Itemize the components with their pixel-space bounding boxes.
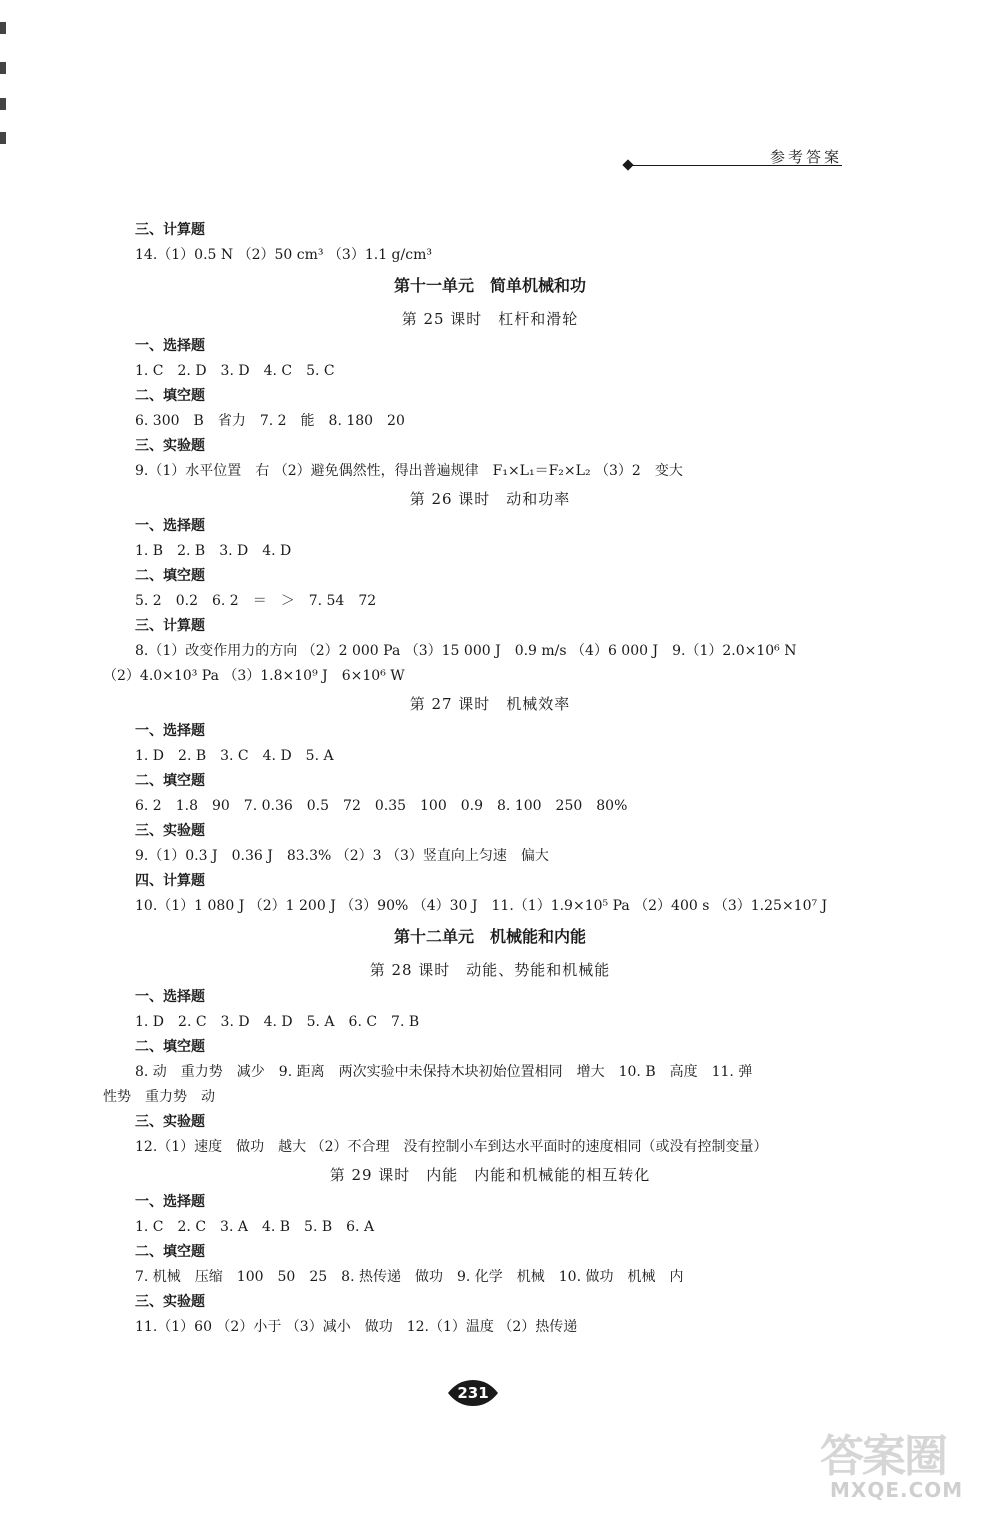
unit-title: 第十二单元 机械能和内能 — [393, 927, 586, 946]
section-heading: 一、选择题 — [135, 723, 205, 739]
answer-line: 1. C 2. C 3. A 4. B 5. B 6. A — [135, 1219, 375, 1235]
answer-line: 8. 动 重力势 减少 9. 距离 两次实验中未保持木块初始位置相同 增大 10. B 高度 11. 弹 — [135, 1064, 753, 1080]
answer-line: 1. D 2. B 3. C 4. D 5. A — [135, 748, 334, 764]
watermark-logo — [820, 1420, 990, 1510]
answer-line: 9.（1）0.3 J 0.36 J 83.3% （2）3 （3）竖直向上匀速 偏大 — [135, 848, 549, 864]
lesson-title: 第 28 课时 动能、势能和机械能 — [369, 961, 611, 979]
answer-line: 12.（1）速度 做功 越大 （2）不合理 没有控制小车到达水平面时的速度相同（或没有控制变量） — [135, 1139, 768, 1155]
section-heading: 二、填空题 — [135, 773, 205, 789]
answer-line: 6. 2 1.8 90 7. 0.36 0.5 72 0.35 100 0.9 8. 100 250 80% — [135, 798, 628, 814]
section-heading: 四、计算题 — [135, 873, 205, 889]
answer-line: （2）4.0×10³ Pa （3）1.8×10⁹ J 6×10⁶ W — [103, 668, 405, 684]
lesson-title: 第 27 课时 机械效率 — [409, 695, 571, 713]
answer-line: 14.（1）0.5 N （2）50 cm³ （3）1.1 g/cm³ — [135, 247, 432, 263]
answer-line: 1. C 2. D 3. D 4. C 5. C — [135, 363, 335, 379]
binding-mark — [0, 62, 6, 74]
answer-line: 11.（1）60 （2）小于 （3）减小 做功 12.（1）温度 （2）热传递 — [135, 1319, 578, 1335]
watermark-text: 答案圈 — [820, 1431, 946, 1482]
section-heading: 三、实验题 — [135, 1294, 205, 1310]
section-heading: 二、填空题 — [135, 1039, 205, 1055]
answer-line: 6. 300 B 省力 7. 2 能 8. 180 20 — [135, 413, 405, 429]
watermark-url: MXQE.COM — [830, 1478, 964, 1502]
section-heading: 一、选择题 — [135, 338, 205, 354]
lesson-title: 第 25 课时 杠杆和滑轮 — [401, 310, 579, 328]
answer-line: 8.（1）改变作用力的方向 （2）2 000 Pa （3）15 000 J 0.9 m/s （4）6 000 J 9.（1）2.0×10⁶ N — [135, 643, 797, 659]
section-heading: 三、实验题 — [135, 1114, 205, 1130]
binding-mark — [0, 132, 6, 144]
answer-line: 10.（1）1 080 J （2）1 200 J （3）90% （4）30 J 11.（1）1.9×10⁵ Pa （2）400 s （3）1.25×10⁷ J — [135, 898, 828, 914]
page-number-badge — [444, 1378, 502, 1408]
section-heading: 一、选择题 — [135, 989, 205, 1005]
section-heading: 一、选择题 — [135, 518, 205, 534]
section-heading: 三、实验题 — [135, 438, 205, 454]
answer-content — [103, 218, 845, 1340]
section-heading: 三、计算题 — [135, 222, 205, 238]
lesson-title: 第 29 课时 内能 内能和机械能的相互转化 — [329, 1166, 651, 1184]
answer-line: 5. 2 0.2 6. 2 ＝ ＞ 7. 54 72 — [135, 593, 377, 609]
answer-line: 9.（1）水平位置 右 （2）避免偶然性，得出普遍规律 F₁×L₁＝F₂×L₂ （3）2 变大 — [135, 463, 683, 479]
section-heading: 二、填空题 — [135, 1244, 205, 1260]
header-title: 参考答案 — [769, 148, 842, 166]
binding-mark — [0, 98, 6, 110]
section-heading: 一、选择题 — [135, 1194, 205, 1210]
answer-line: 1. B 2. B 3. D 4. D — [135, 543, 292, 559]
answer-line: 性势 重力势 动 — [103, 1089, 215, 1105]
page-header — [624, 148, 842, 170]
unit-title: 第十一单元 简单机械和功 — [393, 276, 586, 295]
lesson-title: 第 26 课时 动和功率 — [409, 490, 571, 508]
section-heading: 二、填空题 — [135, 388, 205, 404]
section-heading: 二、填空题 — [135, 568, 205, 584]
binding-mark — [0, 22, 6, 34]
answer-line: 7. 机械 压缩 100 50 25 8. 热传递 做功 9. 化学 机械 10. 做功 机械 内 — [135, 1269, 684, 1285]
section-heading: 三、计算题 — [135, 618, 205, 634]
page-number: 231 — [457, 1384, 489, 1402]
answer-line: 1. D 2. C 3. D 4. D 5. A 6. C 7. B — [135, 1014, 420, 1030]
section-heading: 三、实验题 — [135, 823, 205, 839]
